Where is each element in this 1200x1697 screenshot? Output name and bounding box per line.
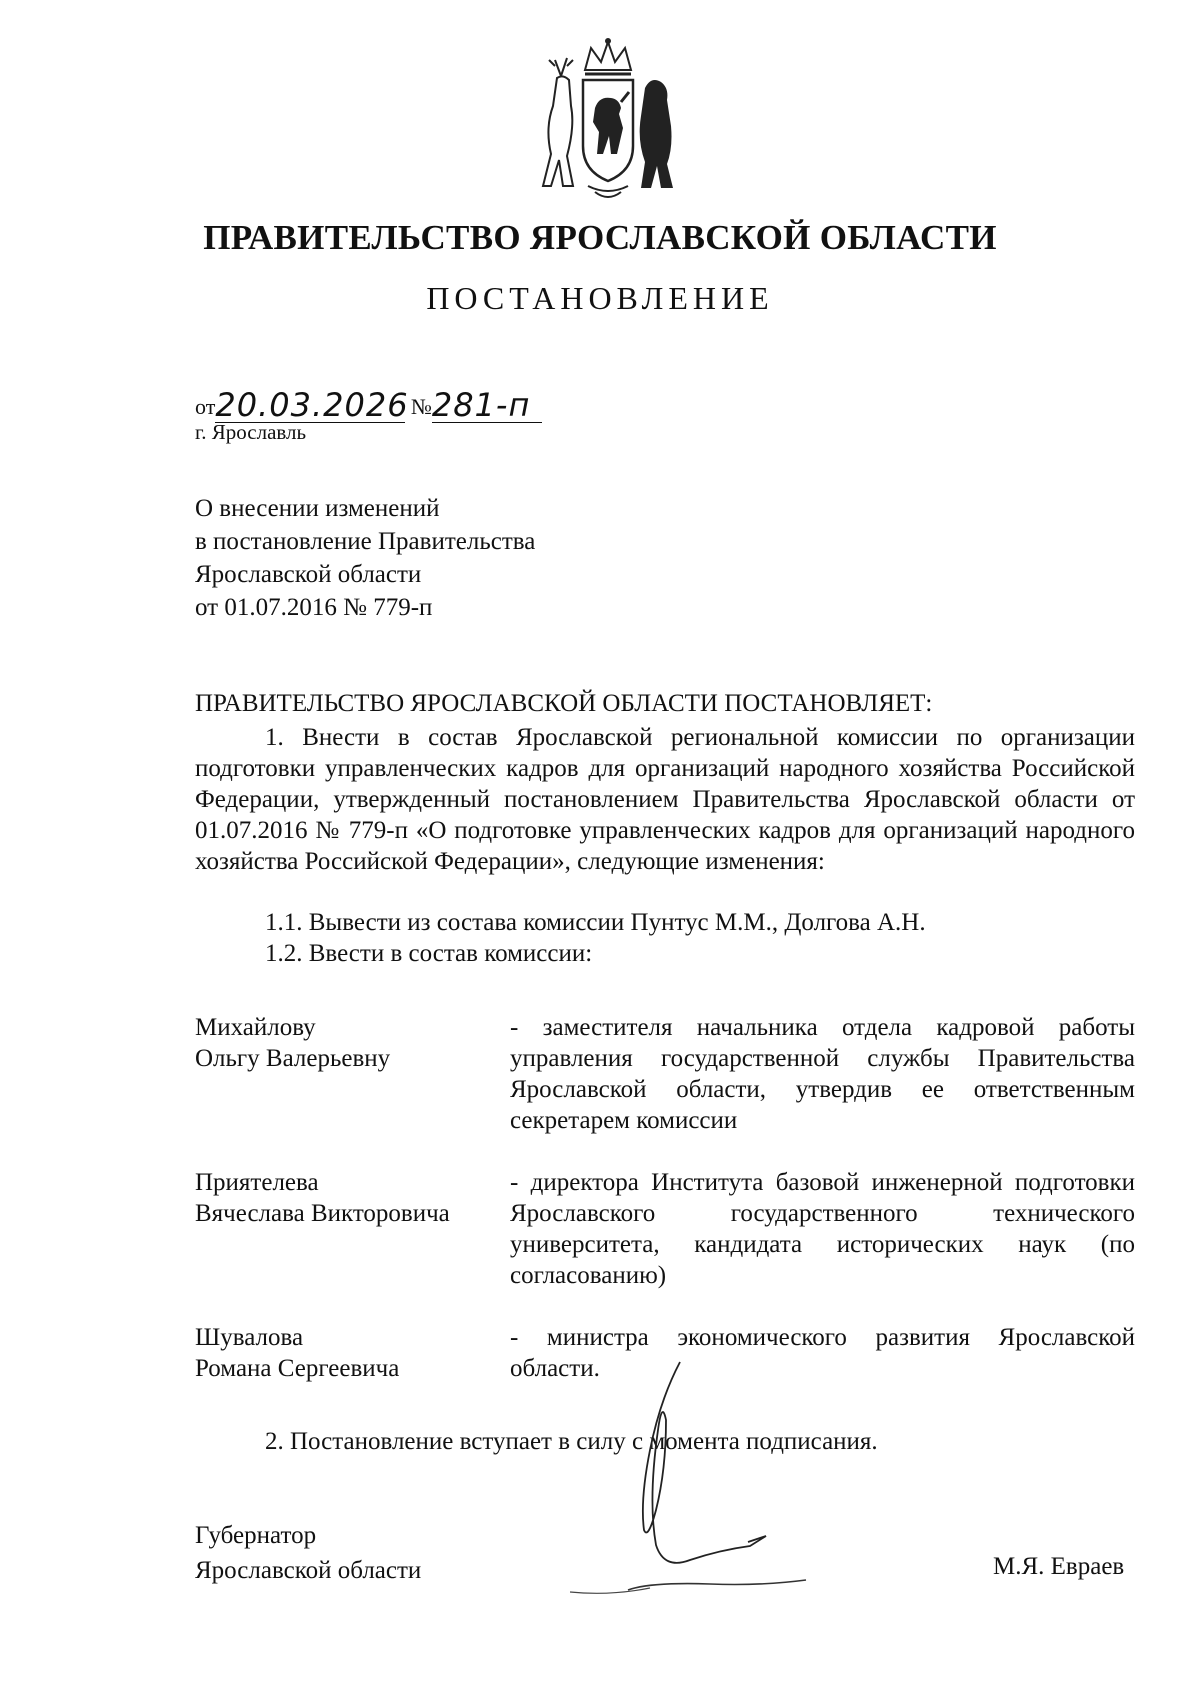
- signatory-name: М.Я. Евраев: [993, 1553, 1125, 1580]
- city: г. Ярославль: [195, 420, 307, 444]
- coat-of-arms-icon: [533, 36, 683, 206]
- issue-number: 281-п: [431, 386, 531, 424]
- document-type: ПОСТАНОВЛЕНИЕ: [426, 280, 774, 316]
- item-2: 2. Постановление вступает в силу с момента подписания.: [265, 1428, 878, 1455]
- number-label: №: [410, 394, 432, 419]
- item-1-1: 1.1. Вывести из состава комиссии Пунтус М.М., Долгова А.Н.: [265, 909, 926, 936]
- signatory-position: Губернатор Ярославской области: [195, 1522, 422, 1584]
- subject-block: [195, 492, 535, 624]
- subject-line: в постановление Правительства: [195, 528, 536, 555]
- decree-heading: ПРАВИТЕЛЬСТВО ЯРОСЛАВСКОЙ ОБЛАСТИ ПОСТАНОВЛЯЕТ:: [195, 690, 933, 717]
- issue-date-line: [195, 384, 542, 423]
- from-label: от: [195, 394, 216, 419]
- government-title: ПРАВИТЕЛЬСТВО ЯРОСЛАВСКОЙ ОБЛАСТИ: [203, 218, 997, 257]
- member-role: - министра экономического развития Ярославской области.: [510, 1324, 1135, 1382]
- item-1-2: 1.2. Ввести в состав комиссии:: [265, 940, 593, 967]
- member-name: Шувалова Романа Сергеевича: [195, 1324, 400, 1382]
- member-name: Приятелева Вячеслава Викторовича: [195, 1169, 450, 1227]
- subject-line: от 01.07.2016 № 779-п: [195, 594, 433, 621]
- handwritten-signature: [570, 1360, 830, 1680]
- issue-date: 20.03.2026: [215, 386, 409, 424]
- subject-line: О внесении изменений: [195, 495, 440, 522]
- member-role: - заместителя начальника отдела кадровой работы управления государственной службы Правительства Ярославской области, утвердив ее ответственным секретарем комиссии: [510, 1014, 1135, 1134]
- subject-line: Ярославской области: [195, 561, 422, 588]
- member-role: - директора Института базовой инженерной подготовки Ярославского государственного технического университета, кандидата исторических наук (по согласованию): [510, 1169, 1135, 1289]
- item-1: 1. Внести в состав Ярославской региональной комиссии по организации подготовки управленческих кадров для организаций народного хозяйства Российской Федерации, утвержденный постановлением Правительства Ярославской области от 01.07.2016 № 779-п «О подготовке управленческих кадров для организаций народного хозяйства Российской Федерации», следующие изменения:: [195, 724, 1135, 875]
- member-name: Михайлову Ольгу Валерьевну: [195, 1014, 391, 1072]
